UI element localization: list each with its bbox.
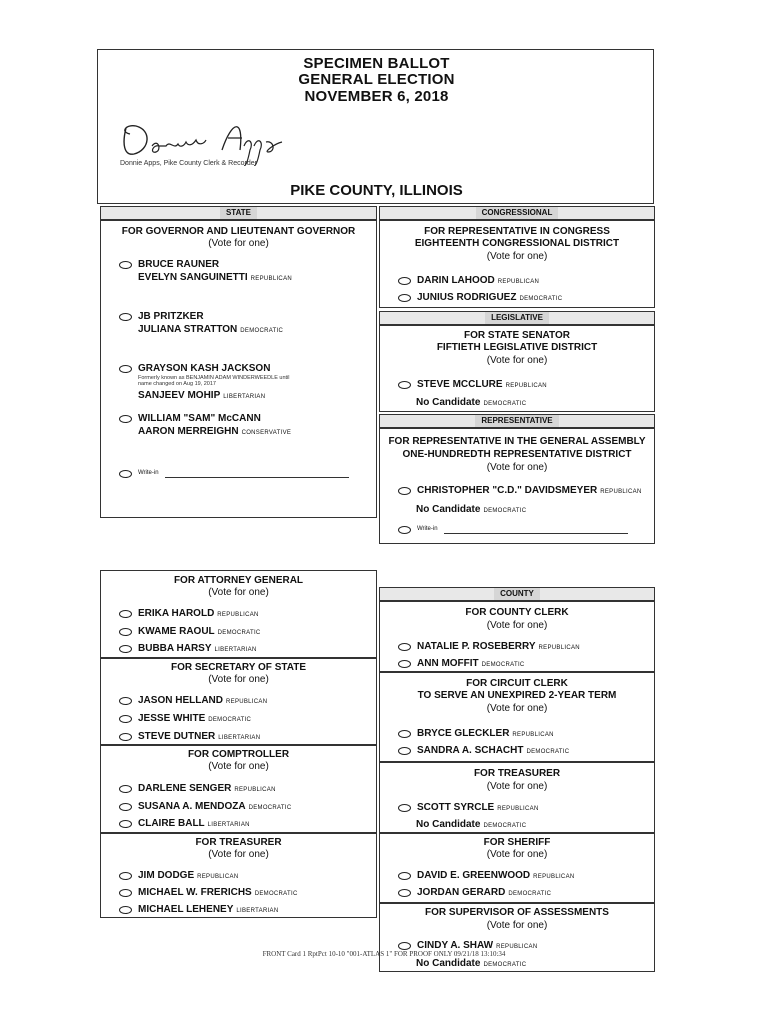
party-label: REPUBLICAN: [234, 787, 276, 793]
contest-state-treasurer: [100, 833, 377, 918]
candidate-name: SANJEEV MOHIP LIBERTARIAN: [138, 390, 266, 401]
contest-title: FOR COMPTROLLER: [187, 749, 290, 760]
vote-oval[interactable]: [119, 645, 132, 653]
ballot-choice[interactable]: [119, 413, 372, 441]
vote-oval[interactable]: [398, 942, 411, 950]
ballot-choice[interactable]: [119, 363, 372, 403]
ballot-title: SPECIMEN BALLOT: [303, 55, 450, 72]
candidate-name-note: Formerly known as BENJAMIN ADAM WINDERWEEDLE until name changed on Aug 19, 2017: [138, 375, 290, 387]
party-label: LIBERTARIAN: [223, 394, 266, 400]
contest-title: FOR STATE SENATOR: [464, 330, 570, 341]
vote-for-one: (Vote for one): [208, 238, 269, 249]
proof-footer: FRONT Card 1 RptPct 10-10 "001-ATLAS 1" FOR PROOF ONLY 09/21/18 13:10:34: [262, 950, 506, 958]
vote-oval[interactable]: [119, 715, 132, 723]
candidate-name: JUNIUS RODRIGUEZ DEMOCRATIC: [417, 292, 563, 303]
vote-for-one: (Vote for one): [486, 462, 548, 473]
ballot-choice[interactable]: [119, 311, 372, 339]
vote-oval[interactable]: [119, 628, 132, 636]
contest-title: FOR TREASURER: [473, 768, 561, 779]
vote-oval[interactable]: [119, 820, 132, 828]
party-label: DEMOCRATIC: [217, 630, 261, 636]
candidate-name: MICHAEL LEHENEY LIBERTARIAN: [138, 904, 279, 915]
candidate-name: SUSANA A. MENDOZA DEMOCRATIC: [138, 801, 292, 812]
candidate-name: JULIANA STRATTON DEMOCRATIC: [138, 324, 284, 335]
contest-district: EIGHTEENTH CONGRESSIONAL DISTRICT: [414, 238, 620, 249]
vote-for-one: (Vote for one): [486, 620, 548, 631]
write-in-label: Write-in: [417, 526, 438, 532]
party-label: DEMOCRATIC: [481, 662, 525, 668]
candidate-name: STEVE MCCLURE REPUBLICAN: [417, 379, 547, 390]
vote-for-one: (Vote for one): [486, 703, 548, 714]
vote-oval[interactable]: [398, 660, 411, 668]
candidate-name: SANDRA A. SCHACHT DEMOCRATIC: [417, 745, 570, 756]
candidate-name: JB PRITZKER: [138, 311, 204, 322]
contest-secretary-of-state: [100, 658, 377, 745]
vote-oval[interactable]: [119, 365, 132, 373]
party-label: DEMOCRATIC: [483, 508, 527, 514]
section-header-congressional: CONGRESSIONAL: [379, 206, 655, 220]
contest-attorney-general: [100, 570, 377, 658]
candidate-name: STEVE DUTNER LIBERTARIAN: [138, 731, 261, 742]
party-label: REPUBLICAN: [538, 645, 580, 651]
party-label: REPUBLICAN: [505, 383, 547, 389]
candidate-name: JASON HELLAND REPUBLICAN: [138, 695, 268, 706]
write-in-field[interactable]: [165, 477, 349, 478]
party-label: REPUBLICAN: [497, 806, 539, 812]
vote-oval[interactable]: [119, 906, 132, 914]
vote-oval[interactable]: [119, 872, 132, 880]
section-header-state: STATE: [100, 206, 377, 220]
vote-oval[interactable]: [119, 733, 132, 741]
party-label: REPUBLICAN: [497, 279, 540, 285]
party-label: REPUBLICAN: [533, 874, 575, 880]
party-label: REPUBLICAN: [226, 699, 268, 705]
candidate-name: ERIKA HAROLD REPUBLICAN: [138, 608, 259, 619]
contest-title: FOR GOVERNOR AND LIEUTENANT GOVERNOR: [121, 226, 356, 237]
contest-comptroller: [100, 745, 377, 833]
candidate-name: GRAYSON KASH JACKSON: [138, 363, 271, 374]
vote-oval[interactable]: [398, 381, 411, 389]
party-label: DEMOCRATIC: [208, 717, 252, 723]
contest-title: FOR REPRESENTATIVE IN CONGRESS: [424, 226, 610, 237]
contest-district: FIFTIETH LEGISLATIVE DISTRICT: [436, 342, 598, 353]
vote-for-one: (Vote for one): [486, 781, 548, 792]
party-label: REPUBLICAN: [197, 874, 239, 880]
ballot-choice[interactable]: [119, 904, 372, 932]
candidate-name: EVELYN SANGUINETTI REPUBLICAN: [138, 272, 292, 283]
vote-for-one: (Vote for one): [486, 920, 548, 931]
contest-state-senator: [379, 325, 655, 412]
vote-for-one: (Vote for one): [208, 761, 269, 772]
party-label: DEMOCRATIC: [526, 749, 570, 755]
candidate-name: JIM DODGE REPUBLICAN: [138, 870, 239, 881]
vote-for-one: (Vote for one): [208, 674, 269, 685]
candidate-name: DARIN LAHOOD REPUBLICAN: [417, 275, 540, 286]
candidate-name: ANN MOFFIT DEMOCRATIC: [417, 658, 525, 669]
vote-oval[interactable]: [398, 643, 411, 651]
vote-oval[interactable]: [398, 487, 411, 495]
vote-oval[interactable]: [398, 277, 411, 285]
contest-county-clerk: [379, 601, 655, 672]
contest-title: FOR SHERIFF: [483, 837, 551, 848]
party-label: REPUBLICAN: [217, 612, 259, 618]
party-label: DEMOCRATIC: [508, 891, 552, 897]
section-header-representative: REPRESENTATIVE: [379, 414, 655, 428]
candidate-name: AARON MERREIGHN CONSERVATIVE: [138, 426, 292, 437]
vote-for-one: (Vote for one): [208, 587, 269, 598]
no-candidate: No Candidate DEMOCRATIC: [416, 958, 527, 969]
candidate-name: MICHAEL W. FRERICHS DEMOCRATIC: [138, 887, 298, 898]
write-in-line[interactable]: [119, 468, 349, 482]
party-label: REPUBLICAN: [496, 944, 538, 950]
vote-oval[interactable]: [119, 415, 132, 423]
vote-oval[interactable]: [398, 730, 411, 738]
contest-title: FOR ATTORNEY GENERAL: [173, 575, 304, 586]
section-header-legislative: LEGISLATIVE: [379, 311, 655, 325]
party-label: LIBERTARIAN: [207, 822, 250, 828]
party-label: DEMOCRATIC: [248, 805, 292, 811]
vote-oval[interactable]: [119, 697, 132, 705]
party-label: LIBERTARIAN: [236, 908, 279, 914]
election-name: GENERAL ELECTION: [298, 71, 455, 88]
candidate-name: KWAME RAOUL DEMOCRATIC: [138, 626, 261, 637]
party-label: REPUBLICAN: [250, 276, 292, 282]
contest-governor: [100, 220, 377, 518]
no-candidate: No Candidate DEMOCRATIC: [416, 819, 527, 830]
county-title: PIKE COUNTY, ILLINOIS: [290, 182, 463, 199]
contest-district: ONE-HUNDREDTH REPRESENTATIVE DISTRICT: [402, 449, 632, 460]
vote-for-one: (Vote for one): [208, 849, 269, 860]
candidate-name: JORDAN GERARD DEMOCRATIC: [417, 887, 552, 898]
candidate-name: CINDY A. SHAW REPUBLICAN: [417, 940, 538, 951]
write-in-line[interactable]: [398, 524, 628, 538]
contest-county-treasurer: [379, 762, 655, 833]
signature-caption: Donnie Apps, Pike County Clerk & Recorder: [120, 160, 257, 167]
candidate-name: WILLIAM "SAM" McCANN: [138, 413, 261, 424]
party-label: REPUBLICAN: [512, 732, 554, 738]
party-label: CONSERVATIVE: [241, 430, 292, 436]
contest-sheriff: [379, 833, 655, 903]
vote-oval[interactable]: [398, 889, 411, 897]
vote-oval[interactable]: [119, 803, 132, 811]
candidate-name: BRUCE RAUNER: [138, 259, 220, 270]
vote-oval[interactable]: [398, 294, 411, 302]
vote-oval[interactable]: [119, 610, 132, 618]
ballot-choice[interactable]: [119, 259, 372, 287]
candidate-name: BRYCE GLECKLER REPUBLICAN: [417, 728, 554, 739]
party-label: DEMOCRATIC: [483, 823, 527, 829]
vote-oval[interactable]: [119, 470, 132, 478]
vote-for-one: (Vote for one): [486, 849, 548, 860]
vote-for-one: (Vote for one): [486, 251, 548, 262]
write-in-label: Write-in: [138, 470, 159, 476]
party-label: DEMOCRATIC: [240, 328, 284, 334]
vote-oval[interactable]: [119, 313, 132, 321]
party-label: DEMOCRATIC: [483, 962, 527, 968]
party-label: DEMOCRATIC: [519, 296, 563, 302]
section-header-county: COUNTY: [379, 587, 655, 601]
vote-oval[interactable]: [119, 261, 132, 269]
contest-title: FOR REPRESENTATIVE IN THE GENERAL ASSEMBLY: [388, 436, 646, 447]
contest-title: FOR CIRCUIT CLERK: [466, 678, 568, 689]
contest-supervisor-of-assessments: [379, 903, 655, 972]
candidate-name: DARLENE SENGER REPUBLICAN: [138, 783, 276, 794]
contest-title: FOR SUPERVISOR OF ASSESSMENTS: [425, 907, 609, 918]
party-label: LIBERTARIAN: [218, 735, 261, 741]
contest-term: TO SERVE AN UNEXPIRED 2-YEAR TERM: [417, 690, 617, 701]
contest-title: FOR TREASURER: [195, 837, 282, 848]
election-date: NOVEMBER 6, 2018: [304, 88, 449, 105]
vote-oval[interactable]: [398, 747, 411, 755]
contest-title: FOR SECRETARY OF STATE: [170, 662, 306, 673]
candidate-name: CLAIRE BALL LIBERTARIAN: [138, 818, 250, 829]
party-label: DEMOCRATIC: [483, 401, 527, 407]
contest-general-assembly: [379, 428, 655, 544]
vote-oval[interactable]: [119, 889, 132, 897]
candidate-name: CHRISTOPHER "C.D." DAVIDSMEYER REPUBLICAN: [417, 485, 642, 496]
vote-oval[interactable]: [398, 804, 411, 812]
contest-congress: [379, 220, 655, 308]
candidate-name: SCOTT SYRCLE REPUBLICAN: [417, 802, 539, 813]
party-label: DEMOCRATIC: [254, 891, 298, 897]
clerk-signature: [112, 110, 302, 166]
write-in-field[interactable]: [444, 533, 628, 534]
vote-for-one: (Vote for one): [486, 355, 548, 366]
candidate-name: BUBBA HARSY LIBERTARIAN: [138, 643, 257, 654]
ballot-header: [97, 49, 654, 204]
party-label: REPUBLICAN: [600, 489, 642, 495]
candidate-name: JESSE WHITE DEMOCRATIC: [138, 713, 252, 724]
contest-circuit-clerk: [379, 672, 655, 762]
candidate-name: NATALIE P. ROSEBERRY REPUBLICAN: [417, 641, 580, 652]
party-label: LIBERTARIAN: [214, 647, 257, 653]
vote-oval[interactable]: [398, 526, 411, 534]
no-candidate: No Candidate DEMOCRATIC: [416, 504, 527, 515]
no-candidate: No Candidate DEMOCRATIC: [416, 397, 527, 408]
vote-oval[interactable]: [119, 785, 132, 793]
contest-title: FOR COUNTY CLERK: [465, 607, 569, 618]
vote-oval[interactable]: [398, 872, 411, 880]
candidate-name: DAVID E. GREENWOOD REPUBLICAN: [417, 870, 575, 881]
